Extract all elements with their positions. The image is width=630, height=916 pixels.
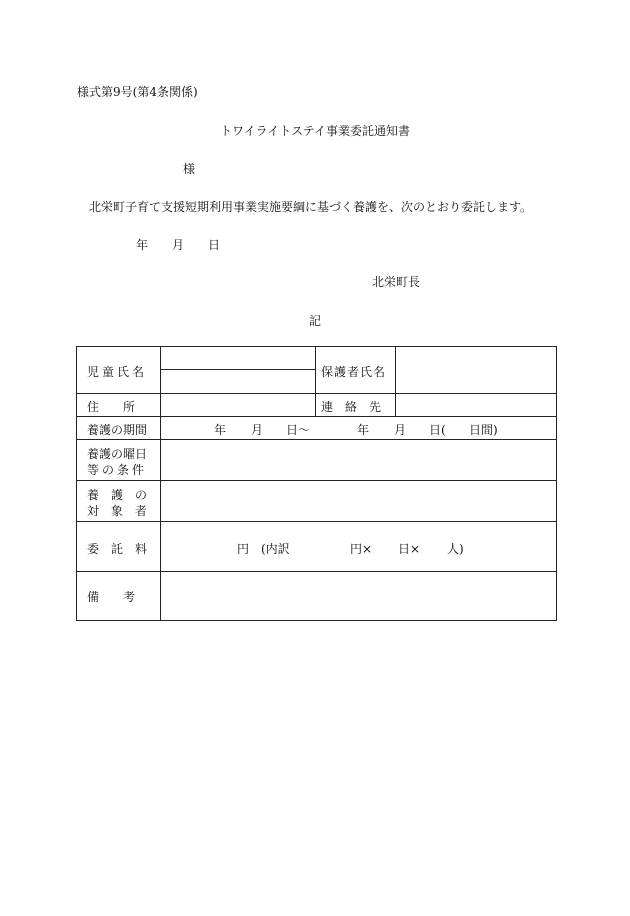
contact-field[interactable] [396, 394, 554, 415]
child-name-label: 児童氏名 [87, 365, 148, 379]
target-label-line2: 対 象 者 [87, 504, 148, 518]
guardian-name-field[interactable] [396, 348, 554, 392]
record-mark: 記 [309, 314, 322, 328]
remarks-field[interactable] [161, 572, 555, 619]
row-divider [77, 521, 556, 522]
commission-form-table [76, 346, 557, 621]
date-year: 年 [136, 238, 149, 252]
period-end-day: 日( [429, 423, 446, 437]
fee-unit-days: 日× [398, 542, 421, 556]
period-days: 日間) [469, 423, 498, 437]
fee-yen: 円 [237, 542, 250, 556]
fee-label: 委 託 料 [87, 542, 148, 556]
contact-label: 連 絡 先 [321, 400, 382, 414]
guardian-name-label: 保護者氏名 [321, 365, 387, 379]
conditions-field[interactable] [161, 440, 555, 479]
row-divider [77, 416, 556, 417]
addressee-honorific: 様 [183, 162, 196, 176]
child-name-furigana-field[interactable] [161, 348, 314, 368]
date-month: 月 [172, 238, 185, 252]
target-label-line1: 養 護 の [87, 488, 148, 502]
conditions-label-line1: 養護の曜日 [87, 447, 148, 461]
date-day: 日 [208, 238, 221, 252]
body-text: 北栄町子育て支援短期利用事業実施要綱に基づく養護を、次のとおり委託します。 [89, 200, 533, 214]
issuer-name: 北栄町長 [372, 275, 421, 289]
target-person-field[interactable] [161, 481, 555, 520]
address-field[interactable] [161, 394, 314, 415]
period-start-month: 月 [251, 423, 264, 437]
child-name-divider [160, 369, 315, 370]
period-label: 養護の期間 [87, 423, 148, 437]
conditions-label-line2: 等の条件 [87, 463, 148, 477]
remarks-label: 備 考 [87, 590, 136, 604]
period-start-day: 日～ [286, 423, 311, 437]
period-end-year: 年 [357, 423, 370, 437]
period-end-month: 月 [394, 423, 407, 437]
period-start-year: 年 [214, 423, 227, 437]
address-label: 住 所 [87, 400, 136, 414]
document-title: トワイライトステイ事業委託通知書 [219, 124, 411, 138]
issue-date [136, 236, 220, 253]
fee-breakdown-open: (内訳 [261, 542, 290, 556]
middle-column-divider [315, 347, 316, 416]
form-number: 様式第9号(第4条関係) [77, 85, 198, 99]
fee-unit-yen: 円× [350, 542, 373, 556]
child-name-field[interactable] [161, 371, 314, 392]
fee-unit-people: 人) [447, 542, 464, 556]
